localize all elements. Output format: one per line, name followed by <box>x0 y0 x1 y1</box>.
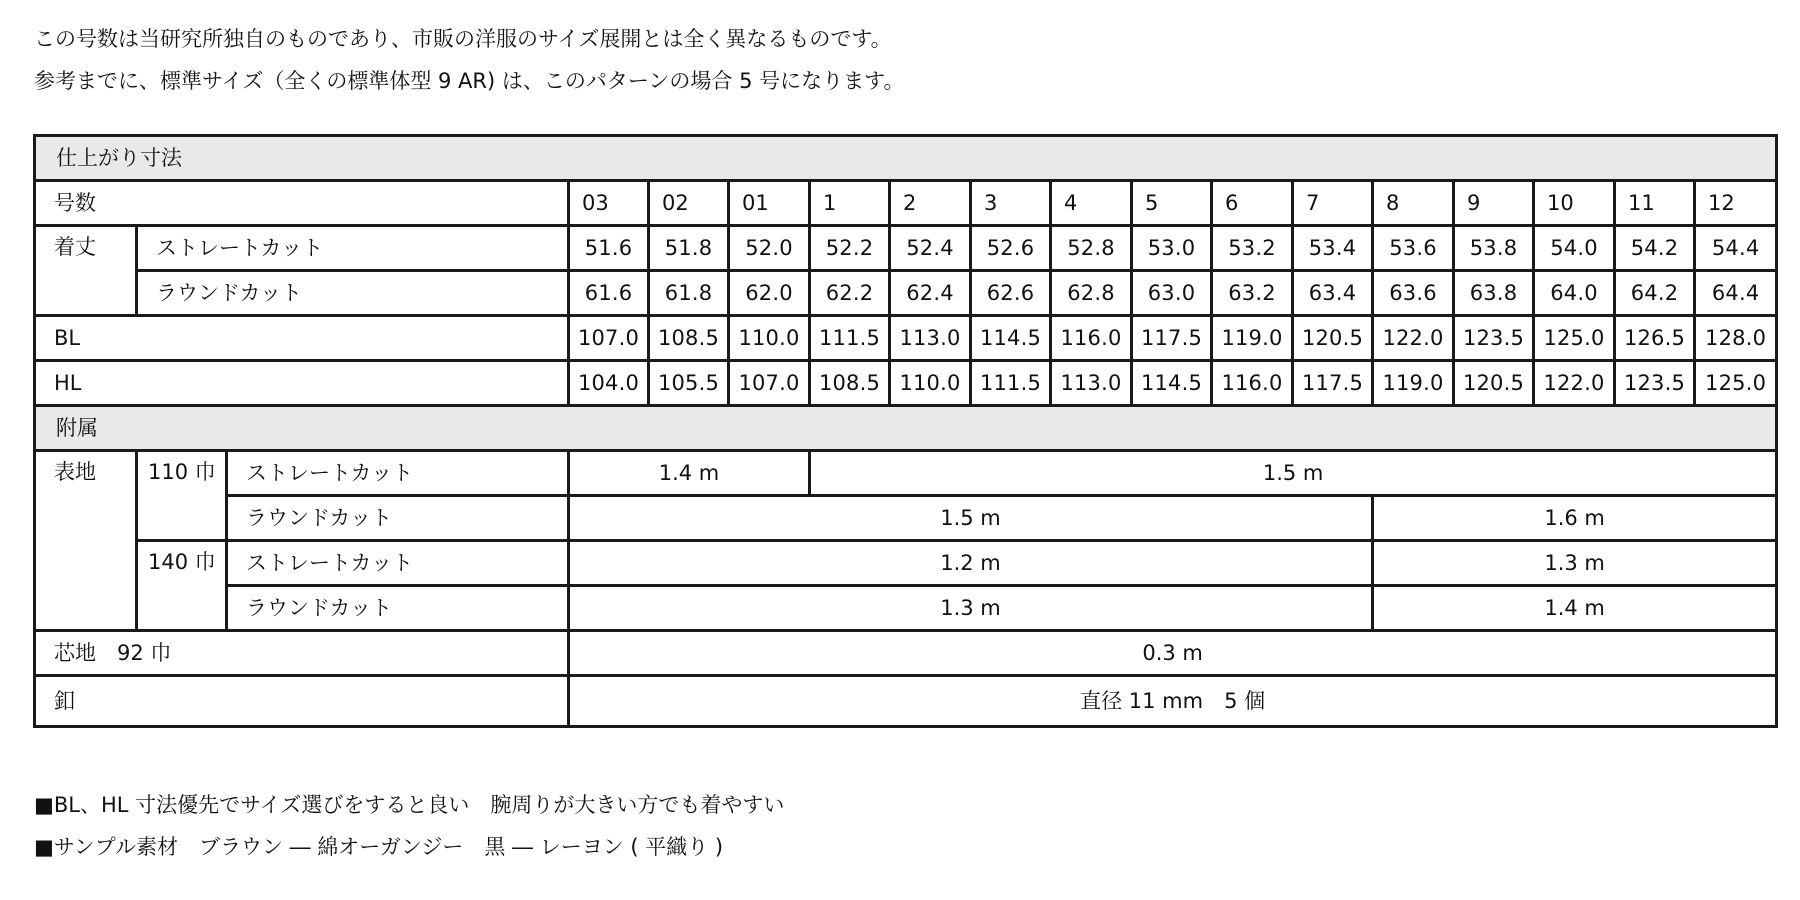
length-straight-cell: 53.4 <box>1293 226 1373 271</box>
bust-line-cell: 108.5 <box>649 316 729 361</box>
size-header: 02 <box>649 181 729 226</box>
yardage-cell: 1.5 m <box>810 451 1777 496</box>
size-header: 3 <box>971 181 1051 226</box>
straight-cut-label: ストレートカット <box>137 226 569 271</box>
interfacing-value: 0.3 m <box>569 631 1777 676</box>
length-straight-cell: 54.2 <box>1615 226 1695 271</box>
yardage-cell: 1.3 m <box>1373 541 1777 586</box>
size-header: 6 <box>1212 181 1293 226</box>
bust-line-cell: 122.0 <box>1373 316 1454 361</box>
note-line-2: ■サンプル素材 ブラウン ― 綿オーガンジー 黒 ― レーヨン ( 平織り ) <box>34 835 724 859</box>
size-header: 1 <box>810 181 890 226</box>
hip-line-cell: 125.0 <box>1695 361 1777 406</box>
hip-line-row <box>35 361 1777 406</box>
width-110-label: 110 巾 <box>137 451 227 541</box>
notes <box>34 784 784 868</box>
yardage-cell: 1.4 m <box>1373 586 1777 631</box>
bust-line-cell: 126.5 <box>1615 316 1695 361</box>
size-header: 5 <box>1132 181 1212 226</box>
length-label: 着丈 <box>35 226 137 316</box>
length-straight-cell: 53.8 <box>1454 226 1534 271</box>
w110-straight-row <box>35 451 1777 496</box>
bust-line-cell: 123.5 <box>1454 316 1534 361</box>
size-header: 03 <box>569 181 649 226</box>
length-straight-cell: 52.2 <box>810 226 890 271</box>
length-straight-row <box>35 226 1777 271</box>
length-straight-cell: 52.4 <box>890 226 971 271</box>
size-number-label: 号数 <box>35 181 569 226</box>
hip-line-cell: 116.0 <box>1212 361 1293 406</box>
length-round-cell: 63.0 <box>1132 271 1212 316</box>
yardage-cell: 1.2 m <box>569 541 1373 586</box>
button-label: 釦 <box>35 676 569 727</box>
length-straight-cell: 51.6 <box>569 226 649 271</box>
hip-line-cell: 110.0 <box>890 361 971 406</box>
bust-line-cell: 110.0 <box>729 316 810 361</box>
bust-line-cell: 116.0 <box>1051 316 1132 361</box>
finished-section-row <box>35 136 1777 181</box>
length-round-cell: 62.0 <box>729 271 810 316</box>
size-header: 2 <box>890 181 971 226</box>
hip-line-cell: 122.0 <box>1534 361 1615 406</box>
length-straight-cell: 52.6 <box>971 226 1051 271</box>
size-header: 12 <box>1695 181 1777 226</box>
button-value: 直径 11 mm 5 個 <box>569 676 1777 727</box>
bust-line-cell: 128.0 <box>1695 316 1777 361</box>
round-cut-label: ラウンドカット <box>227 496 569 541</box>
length-straight-cell: 54.4 <box>1695 226 1777 271</box>
w140-straight-row <box>35 541 1777 586</box>
hip-line-cell: 104.0 <box>569 361 649 406</box>
hip-line-cell: 114.5 <box>1132 361 1212 406</box>
intro-line-2: 参考までに、標準サイズ（全くの標準体型 9 AR) は、このパターンの場合 5 号になります。 <box>34 69 905 93</box>
length-round-cell: 63.4 <box>1293 271 1373 316</box>
bust-line-cell: 111.5 <box>810 316 890 361</box>
w110-round-row <box>35 496 1777 541</box>
button-row <box>35 676 1777 727</box>
size-header: 4 <box>1051 181 1132 226</box>
hip-line-cell: 113.0 <box>1051 361 1132 406</box>
length-straight-cell: 53.2 <box>1212 226 1293 271</box>
w140-round-row <box>35 586 1777 631</box>
attached-section-row <box>35 406 1777 451</box>
intro-text <box>34 18 1734 102</box>
straight-cut-label: ストレートカット <box>227 451 569 496</box>
size-header: 11 <box>1615 181 1695 226</box>
hip-line-cell: 119.0 <box>1373 361 1454 406</box>
round-cut-label: ラウンドカット <box>227 586 569 631</box>
interfacing-row <box>35 631 1777 676</box>
yardage-cell: 1.5 m <box>569 496 1373 541</box>
length-straight-cell: 52.8 <box>1051 226 1132 271</box>
length-round-cell: 64.2 <box>1615 271 1695 316</box>
size-header: 8 <box>1373 181 1454 226</box>
straight-cut-label: ストレートカット <box>227 541 569 586</box>
length-round-cell: 63.2 <box>1212 271 1293 316</box>
outer-fabric-label: 表地 <box>35 451 137 631</box>
interfacing-label: 芯地 92 巾 <box>35 631 569 676</box>
bust-line-cell: 107.0 <box>569 316 649 361</box>
size-header: 9 <box>1454 181 1534 226</box>
yardage-cell: 1.6 m <box>1373 496 1777 541</box>
length-straight-cell: 53.6 <box>1373 226 1454 271</box>
length-straight-cell: 53.0 <box>1132 226 1212 271</box>
round-cut-label: ラウンドカット <box>137 271 569 316</box>
length-round-cell: 63.8 <box>1454 271 1534 316</box>
bust-line-row <box>35 316 1777 361</box>
hip-line-label: HL <box>35 361 569 406</box>
length-round-row <box>35 271 1777 316</box>
size-header: 01 <box>729 181 810 226</box>
hip-line-cell: 117.5 <box>1293 361 1373 406</box>
length-round-cell: 62.2 <box>810 271 890 316</box>
length-round-cell: 63.6 <box>1373 271 1454 316</box>
length-round-cell: 64.0 <box>1534 271 1615 316</box>
width-140-label: 140 巾 <box>137 541 227 631</box>
bust-line-cell: 117.5 <box>1132 316 1212 361</box>
size-table <box>33 134 1778 728</box>
length-straight-cell: 51.8 <box>649 226 729 271</box>
length-round-cell: 62.4 <box>890 271 971 316</box>
length-round-cell: 61.6 <box>569 271 649 316</box>
length-round-cell: 62.8 <box>1051 271 1132 316</box>
yardage-cell: 1.4 m <box>569 451 810 496</box>
length-round-cell: 62.6 <box>971 271 1051 316</box>
hip-line-cell: 123.5 <box>1615 361 1695 406</box>
note-line-1: ■BL、HL 寸法優先でサイズ選びをすると良い 腕周りが大きい方でも着やすい <box>34 793 785 817</box>
bust-line-cell: 120.5 <box>1293 316 1373 361</box>
hip-line-cell: 120.5 <box>1454 361 1534 406</box>
length-straight-cell: 54.0 <box>1534 226 1615 271</box>
size-number-row <box>35 181 1777 226</box>
finished-section-title: 仕上がり寸法 <box>35 136 1777 181</box>
length-round-cell: 61.8 <box>649 271 729 316</box>
intro-line-1: この号数は当研究所独自のものであり、市販の洋服のサイズ展開とは全く異なるものです。 <box>34 27 892 51</box>
attached-section-title: 附属 <box>35 406 1777 451</box>
length-round-cell: 64.4 <box>1695 271 1777 316</box>
bust-line-cell: 125.0 <box>1534 316 1615 361</box>
yardage-cell: 1.3 m <box>569 586 1373 631</box>
hip-line-cell: 105.5 <box>649 361 729 406</box>
bust-line-cell: 113.0 <box>890 316 971 361</box>
hip-line-cell: 107.0 <box>729 361 810 406</box>
length-straight-cell: 52.0 <box>729 226 810 271</box>
size-header: 7 <box>1293 181 1373 226</box>
hip-line-cell: 111.5 <box>971 361 1051 406</box>
size-header: 10 <box>1534 181 1615 226</box>
hip-line-cell: 108.5 <box>810 361 890 406</box>
bust-line-label: BL <box>35 316 569 361</box>
bust-line-cell: 114.5 <box>971 316 1051 361</box>
bust-line-cell: 119.0 <box>1212 316 1293 361</box>
